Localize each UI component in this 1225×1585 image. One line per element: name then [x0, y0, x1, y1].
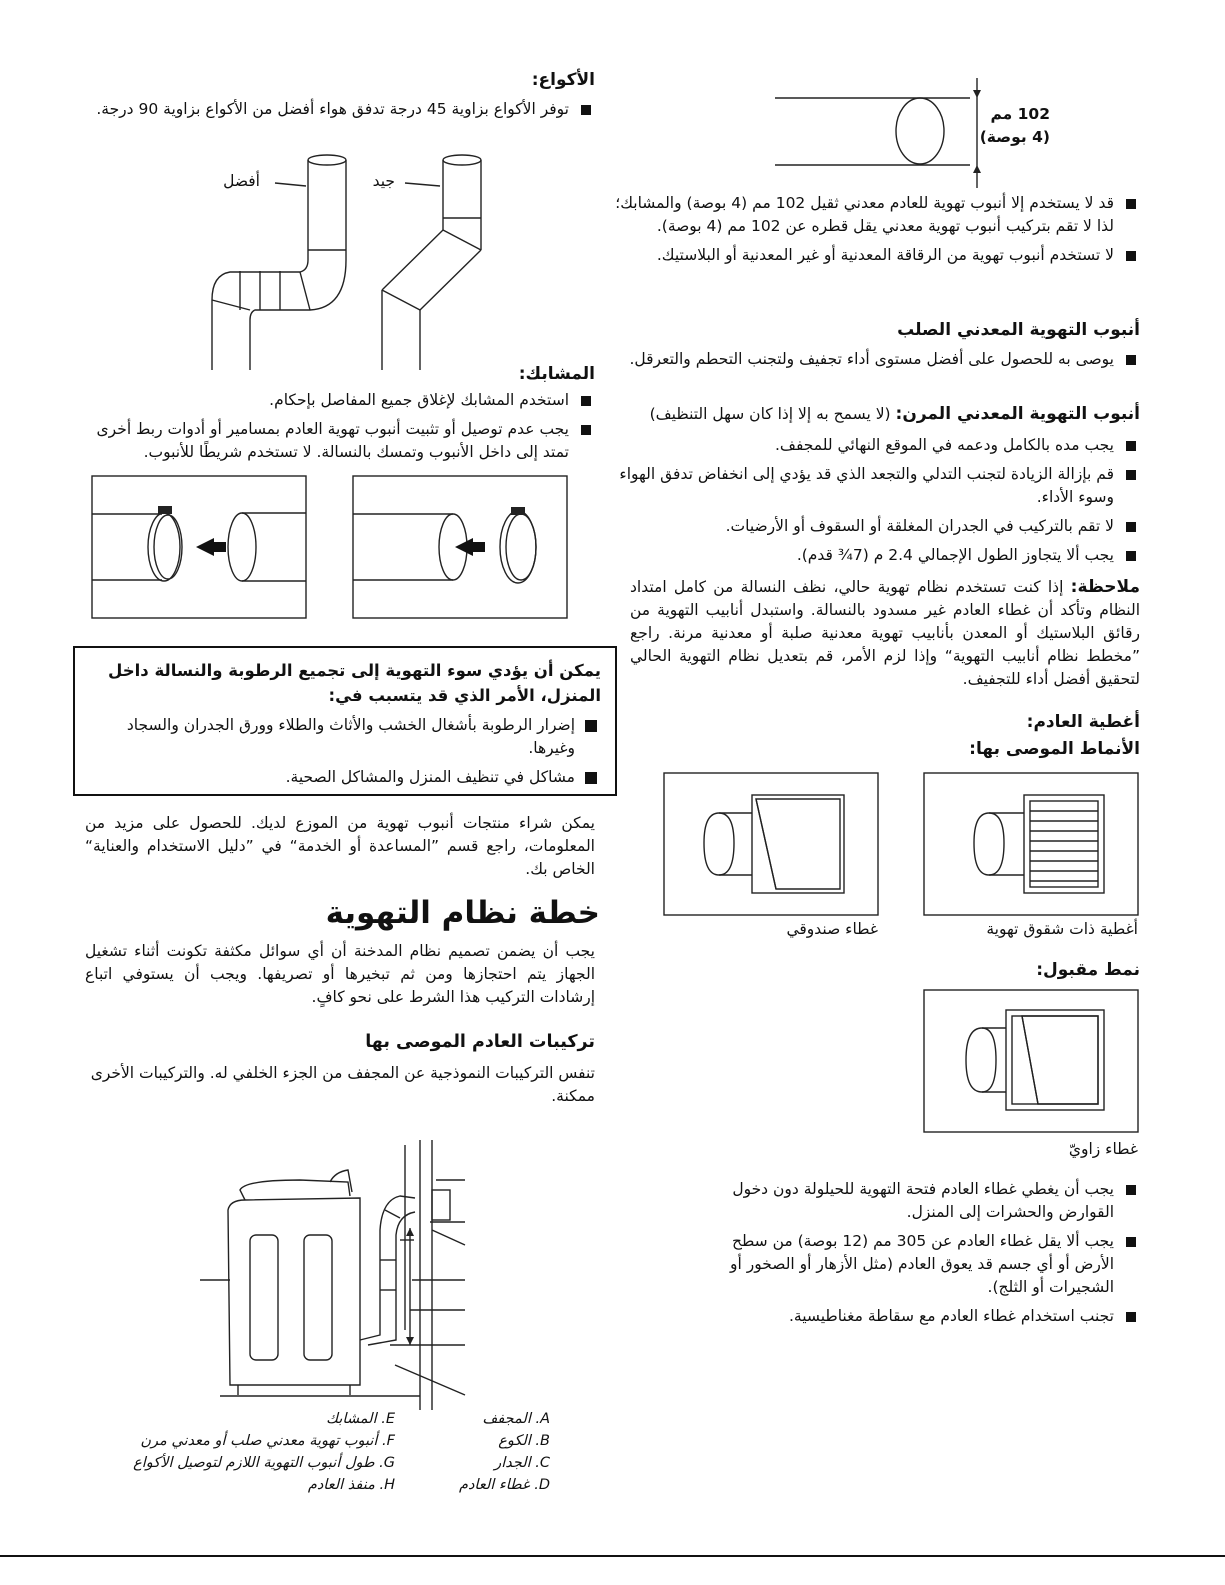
- rigid-vent-heading: أنبوب التهوية المعدني الصلب: [897, 320, 1140, 340]
- recommended-installs-text: تنفس التركيبات النموذجية عن المجفف من الجزء الخلفي له. والتركيبات الأخرى ممكنة.: [90, 1064, 595, 1105]
- hoods-heading: أغطية العادم:: [1026, 712, 1140, 732]
- plan-text: يجب أن يضمن تصميم نظام المدخنة أن أي سوائل مكثفة تكونت أثناء تشغيل الجهاز يتم احتجازها ومن ثم تبخيرها أو تصريفها. ويجب أن يستوفي اتباع إرشادات التركيب هذا الشرط على نحو كافٍ.: [85, 942, 595, 1006]
- flex-vent-bullets: [615, 434, 1140, 573]
- bullet-flex-extend: يجب مده بالكامل ودعمه في الموقع النهائي للمجفف.: [615, 434, 1140, 457]
- legend-item-e: E. المشابك: [326, 1411, 395, 1427]
- box-hood-illustration: [664, 773, 878, 915]
- legend-item-h: H. منفذ العادم: [307, 1477, 395, 1493]
- bullet-health-problems: مشاكل في تنظيف المنزل والمشاكل الصحية.: [89, 766, 601, 789]
- diagram-legend-right: [415, 1408, 550, 1496]
- clamp-illustration-right: [353, 476, 567, 618]
- hood-bullets: [700, 1178, 1140, 1334]
- diagram-legend-left: [90, 1408, 395, 1496]
- purchase-info: يمكن شراء منتجات أنبوب تهوية من الموزع لديك. للحصول على مزيد من المعلومات، راجع قسم ”المساعدة أو الخدمة“ في ”دليل الاستخدام والعناية“ الخاص بك.: [85, 814, 595, 878]
- angled-hood-caption: غطاء زاويّ: [1068, 1140, 1138, 1158]
- clamps-bullets: [85, 389, 595, 470]
- plan-title: خطة نظام التهوية: [325, 895, 600, 931]
- legend-item-a: A. المجفف: [482, 1411, 550, 1427]
- recommended-styles-heading: الأنماط الموصى بها:: [969, 739, 1140, 759]
- clamp-illustration-left: [92, 476, 306, 618]
- flex-vent-heading-note: (لا يسمح به إلا إذا كان سهل التنظيف): [649, 405, 891, 423]
- bullet-elbows-45: توفر الأكواع بزاوية 45 درجة تدفق هواء أفضل من الأكواع بزاوية 90 درجة.: [85, 98, 595, 121]
- louvered-hood-caption: أغطية ذات شقوق تهوية: [986, 920, 1138, 938]
- page-bottom-rule: [0, 1555, 1225, 1557]
- pipe-dimension-inch: (4 بوصة): [979, 128, 1050, 146]
- note-paragraph: [630, 575, 1140, 691]
- elbow-better-label: أفضل: [223, 172, 260, 190]
- legend-item-f: F. أنبوب تهوية معدني صلب أو معدني مرن: [140, 1433, 395, 1449]
- installation-diagram: [200, 1140, 480, 1410]
- legend-item-g: G. طول أنبوب التهوية اللازم لتوصيل الأكواع: [133, 1455, 395, 1471]
- legend-item-c: C. الجدار: [494, 1455, 550, 1471]
- legend-item-b: B. الكوع: [498, 1433, 550, 1449]
- bullet-rigid-recommended: يوصى به للحصول على أفضل مستوى أداء تجفيف ولتجنب التحطم والتعرقل.: [615, 348, 1140, 371]
- bullet-moisture-damage: إضرار الرطوبة بأشغال الخشب والأثاث والطلاء وورق الجدران والسجاد وغيرها.: [89, 714, 601, 760]
- box-hood-caption: غطاء صندوقي: [786, 920, 878, 938]
- louvered-hood-illustration: [924, 773, 1138, 915]
- bullet-hood-cover-opening: يجب أن يغطي غطاء العادم فتحة التهوية للحيلولة دون دخول القوارض والحشرات إلى المنزل.: [700, 1178, 1140, 1224]
- note-label: ملاحظة:: [1070, 577, 1140, 597]
- flex-vent-heading: [615, 402, 1140, 426]
- pipe-requirements: [615, 192, 1140, 273]
- bullet-no-foil-vent: لا تستخدم أنبوب تهوية من الرقاقة المعدنية أو غير المعدنية أو البلاستيك.: [615, 244, 1140, 267]
- bullet-hood-clearance: يجب ألا يقل غطاء العادم عن 305 مم (12 بوصة) من سطح الأرض أو أي جسم قد يعوق العادم (مثل الأزهار أو الصخور أو الشجيرات أو الثلج).: [700, 1230, 1140, 1299]
- bullet-clamps-seal: استخدم المشابك لإغلاق جميع المفاصل بإحكام.: [85, 389, 595, 412]
- warning-title: يمكن أن يؤدي سوء التهوية إلى تجميع الرطوبة والنسالة داخل المنزل، الأمر الذي قد يتسبب في:: [108, 661, 601, 705]
- bullet-flex-no-walls: لا تقم بالتركيب في الجدران المغلقة أو السقوف أو الأرضيات.: [615, 515, 1140, 538]
- legend-item-d: D. غطاء العادم: [458, 1477, 550, 1493]
- pipe-dimension-mm: 102 مم: [990, 105, 1050, 123]
- recommended-installs-heading: تركيبات العادم الموصى بها: [365, 1032, 595, 1052]
- elbows-heading: الأكواع:: [531, 70, 595, 90]
- elbow-good-label: جيد: [372, 172, 395, 190]
- note-text: إذا كنت تستخدم نظام تهوية حالي، نظف النسالة من كامل امتداد النظام وتأكد أن غطاء العادم غير مسدود بالنسالة. واستبدل أنابيب التهوية من رقائق البلاستيك أو المعدن بأنابيب تهوية معدنية صلبة أو معدنية مرنة. راجع ”مخطط نظام أنابيب التهوية“ وإذا لزم الأمر، قم بتعديل نظام التهوية الحالي لتحقيق أفضل أداء للتجفيف.: [630, 578, 1140, 688]
- warning-box: [73, 646, 617, 796]
- acceptable-style-heading: نمط مقبول:: [1036, 960, 1140, 980]
- bullet-flex-max-length: يجب ألا يتجاوز الطول الإجمالي 2.4 م (7¾ قدم).: [615, 544, 1140, 567]
- flex-vent-heading-bold: أنبوب التهوية المعدني المرن:: [895, 404, 1140, 424]
- bullet-flex-remove-excess: قم بإزالة الزيادة لتجنب التدلي والتجعد الذي قد يؤدي إلى انخفاض تدفق الهواء وسوء الأداء.: [615, 463, 1140, 509]
- angled-hood-illustration: [924, 990, 1138, 1132]
- clamps-heading: المشابك:: [518, 364, 595, 384]
- bullet-no-screws: يجب عدم توصيل أو تثبيت أنبوب تهوية العادم بمسامير أو أدوات ربط أخرى تمتد إلى داخل الأنبوب وتمسك بالنسالة. لا تستخدم شريطًا للأنبوب.: [85, 418, 595, 464]
- bullet-heavy-metal-vent: قد لا يستخدم إلا أنبوب تهوية للعادم معدني ثقيل 102 مم (4 بوصة) والمشابك؛ لذا لا تقم بتركيب أنبوب تهوية معدني يقل قطره عن 102 مم (4 بوصة).: [615, 192, 1140, 238]
- bullet-hood-no-magnetic: تجنب استخدام غطاء العادم مع سقاطة مغناطيسية.: [700, 1305, 1140, 1328]
